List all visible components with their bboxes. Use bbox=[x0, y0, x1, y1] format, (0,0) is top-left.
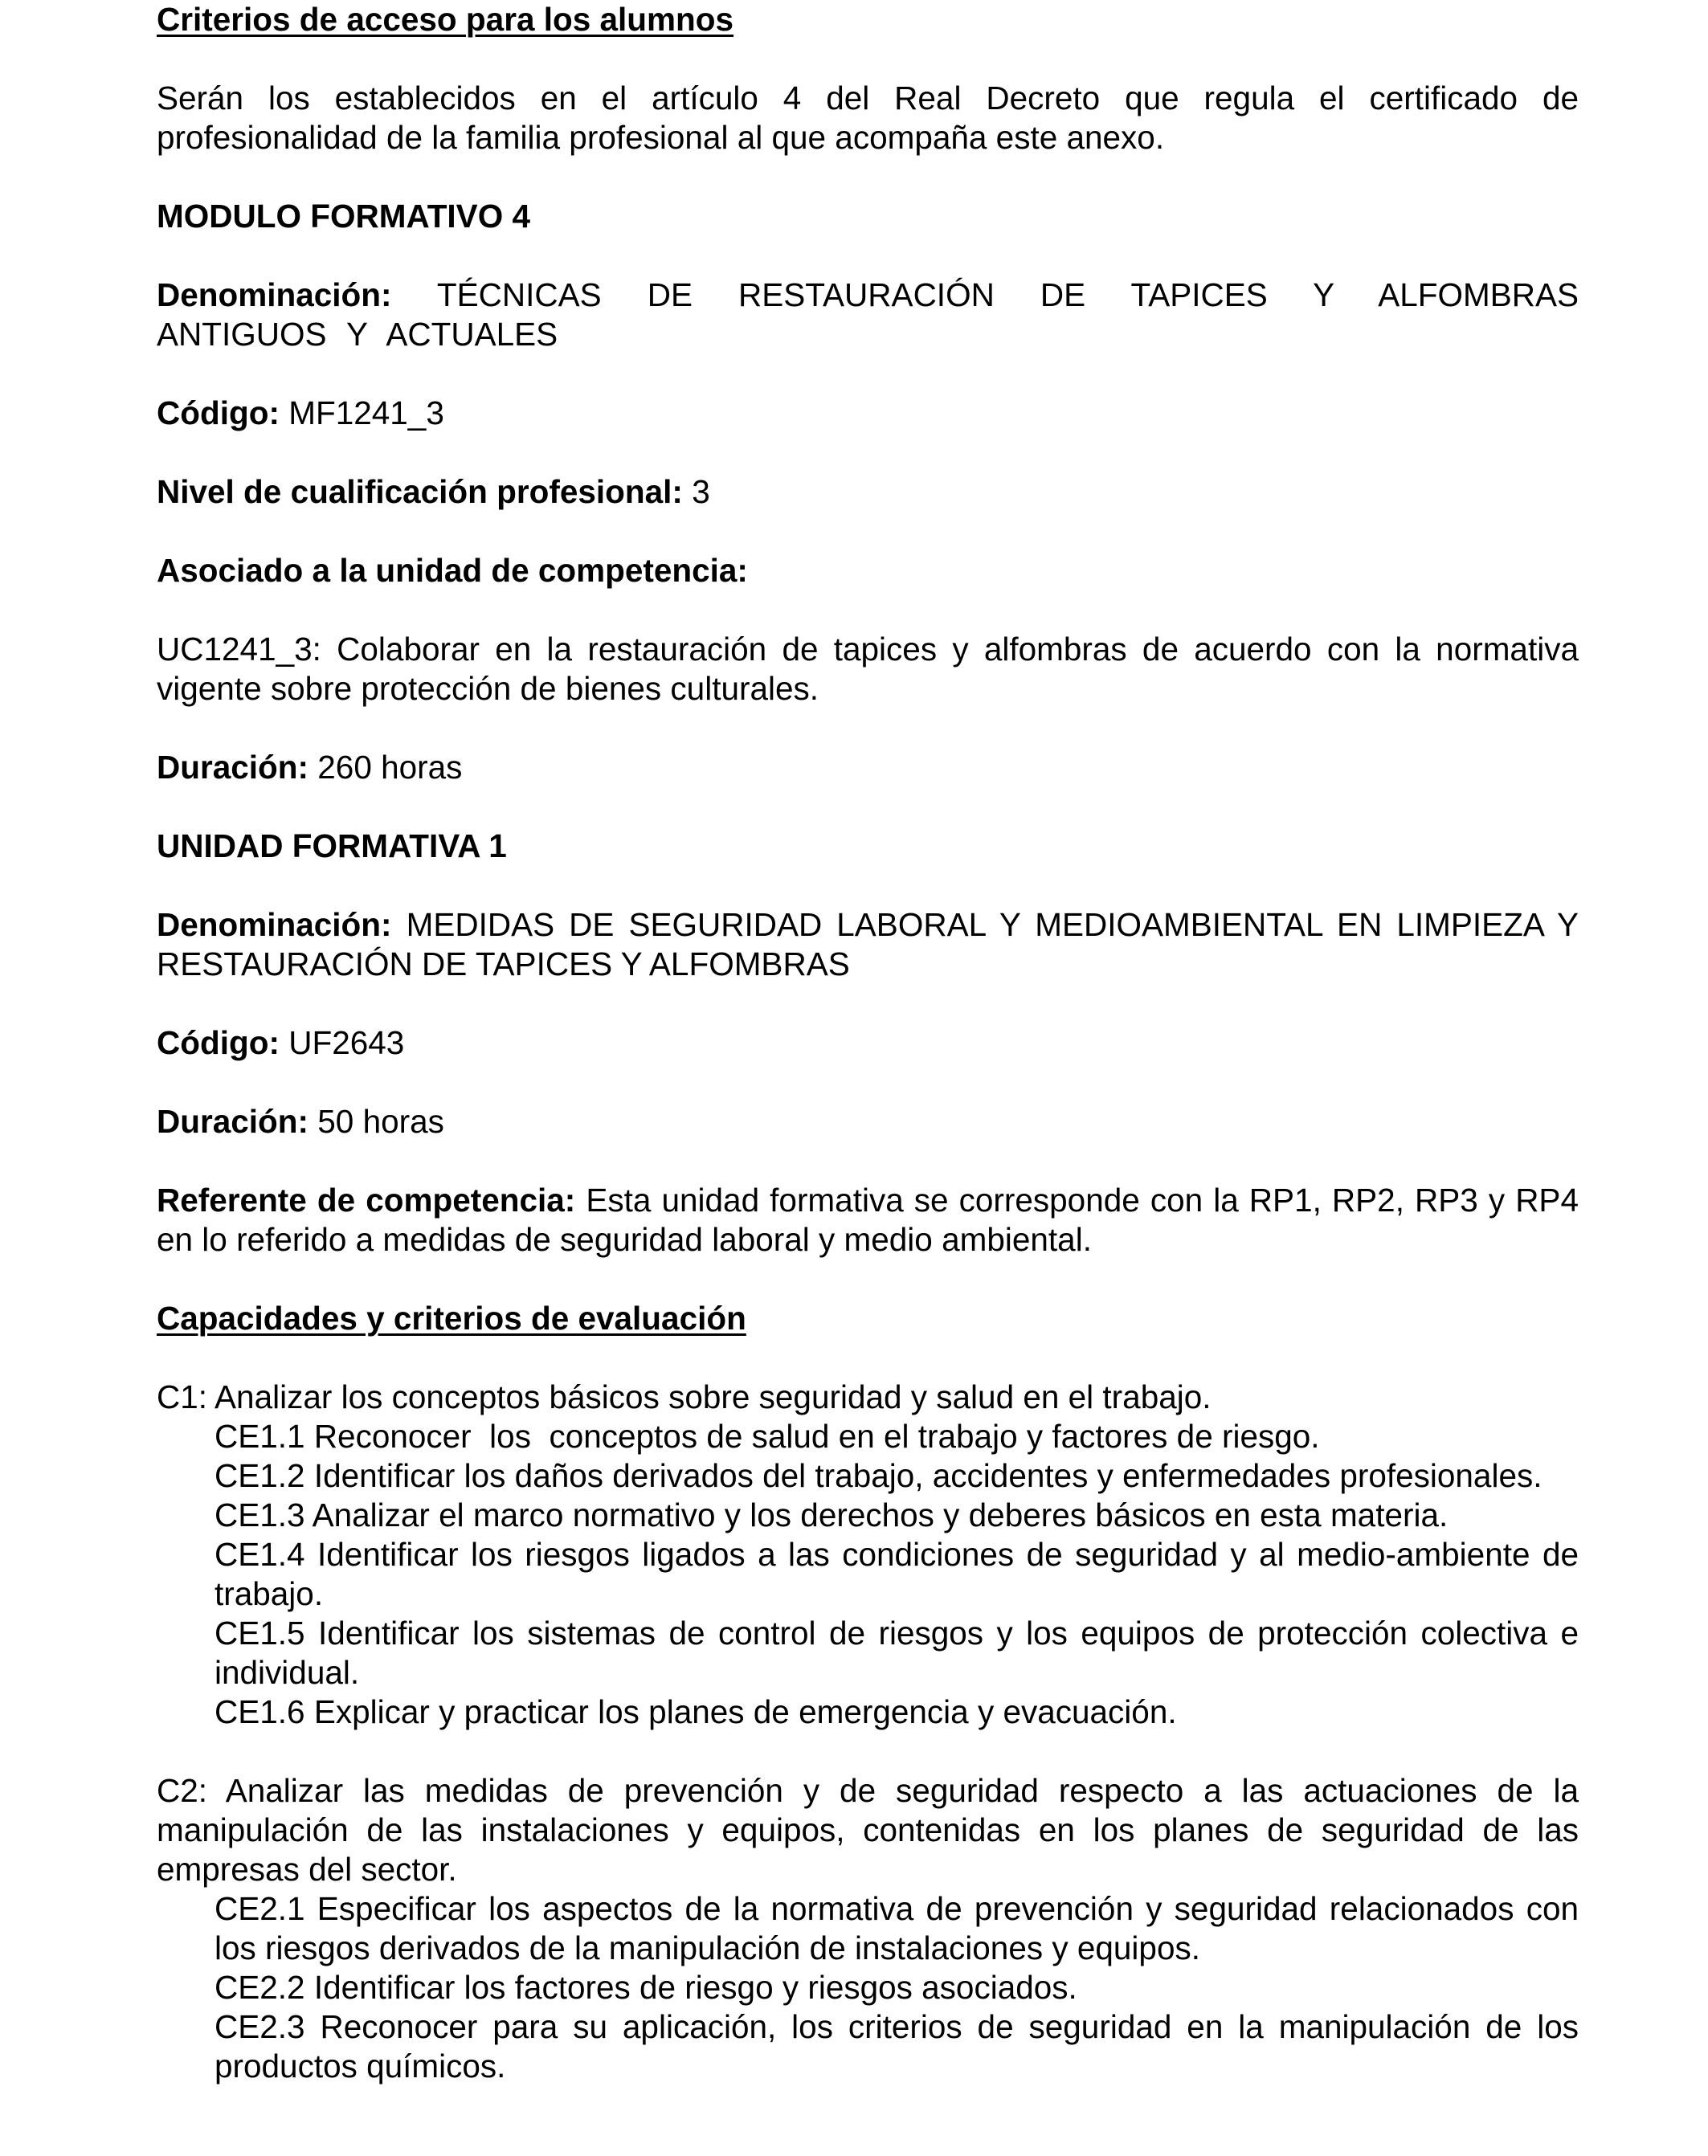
modulo-heading-text: MODULO FORMATIVO 4 bbox=[157, 198, 530, 235]
unidad-duracion bbox=[157, 1102, 1579, 1141]
unidad-referente bbox=[157, 1181, 1579, 1260]
modulo-nivel bbox=[157, 472, 1579, 512]
modulo-denominacion-value: TÉCNICAS DE RESTAURACIÓN DE TAPICES Y ALFOMBRAS ANTIGUOS Y ACTUALES bbox=[157, 276, 1579, 353]
modulo-codigo-label: Código: bbox=[157, 394, 280, 431]
ce1-5: CE1.5 Identificar los sistemas de control de riesgos y los equipos de protección colectiva e individual. bbox=[215, 1615, 1579, 1691]
unidad-codigo-value: UF2643 bbox=[288, 1024, 405, 1061]
modulo-nivel-value: 3 bbox=[692, 473, 710, 510]
unidad-codigo bbox=[157, 1023, 1579, 1063]
modulo-denominacion-label: Denominación: bbox=[157, 276, 392, 313]
modulo-uc-text: UC1241_3: Colaborar en la restauración de tapices y alfombras de acuerdo con la normativa vigente sobre protección de bienes culturales. bbox=[157, 631, 1579, 707]
acceso-text: Serán los establecidos en el artículo 4 del Real Decreto que regula el certificado de profesionalidad de la familia profesional al que acompaña este anexo. bbox=[157, 80, 1579, 156]
capacidades-heading-text: Capacidades y criterios de evaluación bbox=[157, 1300, 746, 1337]
ce1-3: CE1.3 Analizar el marco normativo y los derechos y deberes básicos en esta materia. bbox=[215, 1497, 1449, 1533]
modulo-denominacion bbox=[157, 276, 1579, 354]
unidad-heading bbox=[157, 827, 1579, 866]
unidad-heading-text: UNIDAD FORMATIVA 1 bbox=[157, 827, 507, 864]
modulo-nivel-label: Nivel de cualificación profesional: bbox=[157, 473, 683, 510]
ce1-6: CE1.6 Explicar y practicar los planes de emergencia y evacuación. bbox=[215, 1693, 1177, 1730]
ce2-3: CE2.3 Reconocer para su aplicación, los criterios de seguridad en la manipulación de los productos químicos. bbox=[215, 2008, 1579, 2085]
unidad-denominacion bbox=[157, 905, 1579, 984]
unidad-codigo-label: Código: bbox=[157, 1024, 280, 1061]
modulo-asociado bbox=[157, 551, 1579, 590]
ce1-2: CE1.2 Identificar los daños derivados del trabajo, accidentes y enfermedades profesionales. bbox=[215, 1457, 1543, 1494]
unidad-duracion-value: 50 horas bbox=[317, 1103, 444, 1140]
ce1-1: CE1.1 Reconocer los conceptos de salud en el trabajo y factores de riesgo. bbox=[215, 1418, 1320, 1455]
acceso-heading bbox=[157, 0, 1579, 39]
unidad-denominacion-label: Denominación: bbox=[157, 906, 392, 943]
modulo-codigo-value: MF1241_3 bbox=[288, 394, 444, 431]
document-page bbox=[157, 0, 1579, 2086]
unidad-duracion-label: Duración: bbox=[157, 1103, 309, 1140]
ce1-4: CE1.4 Identificar los riesgos ligados a las condiciones de seguridad y al medio-ambiente de trabajo. bbox=[215, 1536, 1579, 1612]
unidad-referente-value: Esta unidad formativa se corresponde con la RP1, RP2, RP3 y RP4 en lo referido a medidas de seguridad laboral y medio ambiental. bbox=[157, 1182, 1579, 1258]
modulo-duracion-label: Duración: bbox=[157, 749, 309, 786]
modulo-duracion-value: 260 horas bbox=[317, 749, 463, 786]
capacidades-heading bbox=[157, 1299, 1579, 1338]
ce2-2: CE2.2 Identificar los factores de riesgo y riesgos asociados. bbox=[215, 1969, 1077, 2006]
c1-text: C1: Analizar los conceptos básicos sobre seguridad y salud en el trabajo. bbox=[157, 1378, 1212, 1415]
c2-text: C2: Analizar las medidas de prevención y de seguridad respecto a las actuaciones de la manipulación de las instalaciones y equipos, contenidas en los planes de seguridad de las empresas del sector. bbox=[157, 1772, 1579, 1888]
modulo-codigo bbox=[157, 394, 1579, 433]
unidad-denominacion-value: MEDIDAS DE SEGURIDAD LABORAL Y MEDIOAMBIENTAL EN LIMPIEZA Y RESTAURACIÓN DE TAPICES Y ALFOMBRAS bbox=[157, 906, 1579, 982]
modulo-asociado-label: Asociado a la unidad de competencia: bbox=[157, 552, 748, 589]
ce2-1: CE2.1 Especificar los aspectos de la normativa de prevención y seguridad relacionados con los riesgos derivados de la manipulación de instalaciones y equipos. bbox=[215, 1890, 1579, 1966]
modulo-heading bbox=[157, 197, 1579, 236]
modulo-duracion bbox=[157, 748, 1579, 787]
unidad-referente-label: Referente de competencia: bbox=[157, 1182, 576, 1219]
acceso-heading-text: Criterios de acceso para los alumnos bbox=[157, 1, 734, 38]
